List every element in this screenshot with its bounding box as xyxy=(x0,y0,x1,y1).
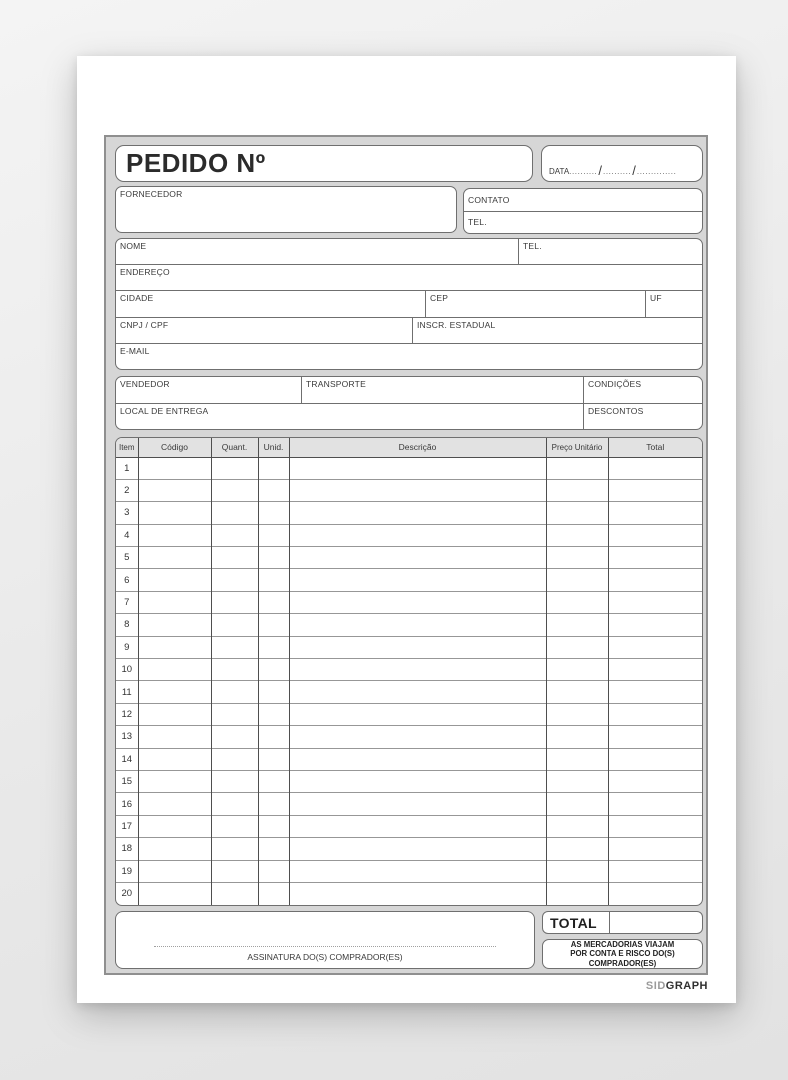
empty-cell xyxy=(258,636,289,658)
empty-cell xyxy=(211,770,258,792)
empty-cell xyxy=(211,681,258,703)
table-row xyxy=(116,703,702,725)
empty-cell xyxy=(211,659,258,681)
empty-cell xyxy=(546,659,608,681)
form-title: PEDIDO Nº xyxy=(126,148,266,178)
customer-row-nome xyxy=(116,239,702,264)
empty-cell xyxy=(289,770,546,792)
empty-cell xyxy=(138,659,211,681)
empty-cell xyxy=(608,681,702,703)
tel-field xyxy=(518,239,702,264)
empty-cell xyxy=(258,591,289,613)
empty-cell xyxy=(258,479,289,501)
empty-cell xyxy=(258,457,289,479)
col-descricao: Descrição xyxy=(289,438,546,457)
descontos-field xyxy=(583,404,702,430)
empty-cell xyxy=(258,659,289,681)
empty-cell xyxy=(138,614,211,636)
transporte-label: TRANSPORTE xyxy=(306,379,366,389)
descontos-label: DESCONTOS xyxy=(588,405,644,416)
empty-cell xyxy=(546,524,608,546)
empty-cell xyxy=(138,748,211,770)
date-slash-1: / xyxy=(598,163,603,178)
empty-cell xyxy=(289,681,546,703)
empty-cell xyxy=(258,524,289,546)
condicoes-label: CONDIÇÕES xyxy=(588,379,642,389)
empty-cell xyxy=(289,882,546,905)
empty-cell xyxy=(546,838,608,860)
empty-cell xyxy=(211,726,258,748)
col-item: Item xyxy=(116,438,138,457)
empty-cell xyxy=(258,838,289,860)
empty-cell xyxy=(289,659,546,681)
fornecedor-field xyxy=(115,186,457,233)
empty-cell xyxy=(546,882,608,905)
table-row xyxy=(116,614,702,636)
empty-cell xyxy=(211,748,258,770)
cep-field xyxy=(425,291,645,316)
uf-field xyxy=(645,291,702,316)
empty-cell xyxy=(258,726,289,748)
empty-cell xyxy=(211,569,258,591)
item-number-cell: 3 xyxy=(116,502,138,524)
empty-cell xyxy=(211,614,258,636)
col-total: Total xyxy=(608,438,702,457)
empty-cell xyxy=(608,502,702,524)
empty-cell xyxy=(138,524,211,546)
empty-cell xyxy=(289,636,546,658)
table-row xyxy=(116,569,702,591)
empty-cell xyxy=(138,457,211,479)
empty-cell xyxy=(138,703,211,725)
signature-label: ASSINATURA DO(S) COMPRADOR(ES) xyxy=(247,952,403,962)
empty-cell xyxy=(138,838,211,860)
item-number-cell: 12 xyxy=(116,703,138,725)
item-number-cell: 7 xyxy=(116,591,138,613)
empty-cell xyxy=(608,569,702,591)
empty-cell xyxy=(546,703,608,725)
empty-cell xyxy=(546,681,608,703)
empty-cell xyxy=(546,815,608,837)
empty-cell xyxy=(289,793,546,815)
empty-cell xyxy=(289,591,546,613)
empty-cell xyxy=(289,524,546,546)
item-number-cell: 19 xyxy=(116,860,138,882)
empty-cell xyxy=(289,614,546,636)
table-row xyxy=(116,457,702,479)
empty-cell xyxy=(138,860,211,882)
empty-cell xyxy=(211,793,258,815)
empty-cell xyxy=(608,882,702,905)
empty-cell xyxy=(138,547,211,569)
empty-cell xyxy=(138,815,211,837)
empty-cell xyxy=(138,636,211,658)
printer-brand-logo xyxy=(646,980,708,992)
order-form xyxy=(104,135,708,975)
nome-field xyxy=(116,239,518,264)
signature-dotted-line xyxy=(154,946,496,947)
endereco-field xyxy=(116,265,702,290)
items-header-row xyxy=(116,438,702,457)
empty-cell xyxy=(211,703,258,725)
empty-cell xyxy=(608,703,702,725)
empty-cell xyxy=(211,524,258,546)
empty-cell xyxy=(211,591,258,613)
table-row xyxy=(116,770,702,792)
empty-cell xyxy=(546,502,608,524)
empty-cell xyxy=(546,860,608,882)
customer-row-cnpj xyxy=(116,317,702,343)
empty-cell xyxy=(289,502,546,524)
empty-cell xyxy=(258,681,289,703)
date-slash-2: / xyxy=(632,163,636,178)
cep-label: CEP xyxy=(430,293,449,304)
empty-cell xyxy=(258,502,289,524)
empty-cell xyxy=(211,636,258,658)
item-number-cell: 20 xyxy=(116,882,138,905)
empty-cell xyxy=(546,591,608,613)
date-dots-3: .............. xyxy=(636,167,677,176)
empty-cell xyxy=(258,793,289,815)
items-table-box xyxy=(115,437,703,906)
empty-cell xyxy=(608,860,702,882)
empty-cell xyxy=(608,815,702,837)
cidade-label: CIDADE xyxy=(120,293,154,304)
empty-cell xyxy=(289,703,546,725)
empty-cell xyxy=(138,770,211,792)
date-line xyxy=(549,163,677,178)
empty-cell xyxy=(258,703,289,725)
empty-cell xyxy=(546,748,608,770)
paper-page xyxy=(77,56,736,1003)
empty-cell xyxy=(289,479,546,501)
email-field xyxy=(116,344,702,369)
empty-cell xyxy=(289,569,546,591)
table-row xyxy=(116,547,702,569)
empty-cell xyxy=(608,547,702,569)
empty-cell xyxy=(608,748,702,770)
item-number-cell: 2 xyxy=(116,479,138,501)
total-label: TOTAL xyxy=(550,914,597,931)
transporte-field xyxy=(301,377,583,403)
item-number-cell: 17 xyxy=(116,815,138,837)
empty-cell xyxy=(138,569,211,591)
empty-cell xyxy=(258,882,289,905)
customer-row-endereco xyxy=(116,264,702,290)
notice-line-2: POR CONTA E RISCO DO(S) xyxy=(570,949,675,959)
empty-cell xyxy=(289,838,546,860)
shipping-notice-box xyxy=(542,939,703,969)
customer-row-cidade xyxy=(116,290,702,316)
empty-cell xyxy=(258,547,289,569)
empty-cell xyxy=(608,793,702,815)
empty-cell xyxy=(608,614,702,636)
empty-cell xyxy=(546,479,608,501)
empty-cell xyxy=(608,479,702,501)
empty-cell xyxy=(138,681,211,703)
col-unid: Unid. xyxy=(258,438,289,457)
inscr-estadual-field xyxy=(412,318,702,343)
item-number-cell: 4 xyxy=(116,524,138,546)
sales-row-1 xyxy=(116,377,702,403)
total-value-cell xyxy=(610,912,702,933)
item-number-cell: 10 xyxy=(116,659,138,681)
table-row xyxy=(116,636,702,658)
table-row xyxy=(116,591,702,613)
item-number-cell: 9 xyxy=(116,636,138,658)
cnpj-label: CNPJ / CPF xyxy=(120,319,169,330)
col-quant: Quant. xyxy=(211,438,258,457)
empty-cell xyxy=(211,479,258,501)
empty-cell xyxy=(211,502,258,524)
empty-cell xyxy=(608,591,702,613)
table-row xyxy=(116,479,702,501)
item-number-cell: 6 xyxy=(116,569,138,591)
date-dots-2: .......... xyxy=(603,167,632,176)
empty-cell xyxy=(138,726,211,748)
empty-cell xyxy=(546,793,608,815)
item-number-cell: 11 xyxy=(116,681,138,703)
total-label-cell xyxy=(543,912,610,933)
empty-cell xyxy=(211,860,258,882)
brand-graph: GRAPH xyxy=(665,980,708,992)
empty-cell xyxy=(211,838,258,860)
cnpj-field xyxy=(116,318,412,343)
date-box xyxy=(541,145,703,182)
nome-label: NOME xyxy=(120,241,147,251)
empty-cell xyxy=(546,614,608,636)
empty-cell xyxy=(289,815,546,837)
table-row xyxy=(116,659,702,681)
table-row xyxy=(116,748,702,770)
empty-cell xyxy=(258,569,289,591)
order-number-box xyxy=(115,145,533,182)
empty-cell xyxy=(608,838,702,860)
empty-cell xyxy=(546,726,608,748)
empty-cell xyxy=(546,569,608,591)
item-number-cell: 15 xyxy=(116,770,138,792)
item-number-cell: 8 xyxy=(116,614,138,636)
empty-cell xyxy=(211,547,258,569)
empty-cell xyxy=(546,457,608,479)
empty-cell xyxy=(608,659,702,681)
notice-line-1: AS MERCADORIAS VIAJAM xyxy=(570,940,675,950)
item-number-cell: 13 xyxy=(116,726,138,748)
empty-cell xyxy=(289,860,546,882)
customer-block xyxy=(115,238,703,370)
empty-cell xyxy=(258,770,289,792)
condicoes-field xyxy=(583,377,702,403)
items-tbody xyxy=(116,457,702,905)
customer-row-email xyxy=(116,343,702,369)
brand-sid: SID xyxy=(645,980,666,992)
empty-cell xyxy=(289,457,546,479)
empty-cell xyxy=(608,770,702,792)
col-preco-unitario: Preço Unitário xyxy=(546,438,608,457)
contato-label: CONTATO xyxy=(468,194,510,205)
empty-cell xyxy=(138,479,211,501)
empty-cell xyxy=(608,726,702,748)
empty-cell xyxy=(608,524,702,546)
notice-line-3: COMPRADOR(ES) xyxy=(588,958,657,968)
email-label: E-MAIL xyxy=(120,345,150,356)
item-number-cell: 1 xyxy=(124,462,130,474)
empty-cell xyxy=(289,726,546,748)
empty-cell xyxy=(289,748,546,770)
empty-cell xyxy=(258,748,289,770)
local-entrega-label: LOCAL DE ENTREGA xyxy=(120,405,209,416)
contato-tel-field xyxy=(464,211,702,234)
empty-cell xyxy=(211,815,258,837)
table-row xyxy=(116,815,702,837)
empty-cell xyxy=(608,636,702,658)
table-row xyxy=(116,524,702,546)
table-row xyxy=(116,838,702,860)
empty-cell xyxy=(211,457,258,479)
table-row xyxy=(116,726,702,748)
empty-cell xyxy=(546,547,608,569)
table-row xyxy=(116,793,702,815)
empty-cell xyxy=(546,636,608,658)
fornecedor-label: FORNECEDOR xyxy=(120,189,183,199)
item-number-cell: 5 xyxy=(116,547,138,569)
uf-label: UF xyxy=(650,293,662,304)
col-codigo: Código xyxy=(138,438,211,457)
sales-row-2 xyxy=(116,403,702,430)
contato-tel-box xyxy=(463,188,703,234)
sales-block xyxy=(115,376,703,430)
empty-cell xyxy=(138,502,211,524)
item-number-cell: 18 xyxy=(116,838,138,860)
item-number-cell: 14 xyxy=(116,748,138,770)
total-box xyxy=(542,911,703,934)
cidade-field xyxy=(116,291,425,316)
table-row xyxy=(116,882,702,905)
empty-cell xyxy=(546,770,608,792)
empty-cell xyxy=(258,860,289,882)
vendedor-label: VENDEDOR xyxy=(120,379,170,389)
empty-cell xyxy=(211,882,258,905)
contato-tel-label: TEL. xyxy=(468,217,487,228)
date-label: DATA xyxy=(549,167,570,176)
table-row xyxy=(116,502,702,524)
vendedor-field xyxy=(116,377,301,403)
table-row xyxy=(116,681,702,703)
empty-cell xyxy=(258,614,289,636)
empty-cell xyxy=(138,882,211,905)
local-entrega-field xyxy=(116,404,583,430)
empty-cell xyxy=(138,591,211,613)
table-row xyxy=(116,860,702,882)
contato-field xyxy=(464,189,702,211)
empty-cell xyxy=(138,793,211,815)
signature-box xyxy=(115,911,535,969)
empty-cell xyxy=(608,457,702,479)
tel-label: TEL. xyxy=(523,241,542,251)
date-dots-1: .......... xyxy=(569,167,598,176)
inscr-estadual-label: INSCR. ESTADUAL xyxy=(417,319,496,330)
empty-cell xyxy=(258,815,289,837)
empty-cell xyxy=(289,547,546,569)
item-number-cell: 16 xyxy=(116,793,138,815)
endereco-label: ENDEREÇO xyxy=(120,267,170,278)
items-table xyxy=(116,438,702,905)
